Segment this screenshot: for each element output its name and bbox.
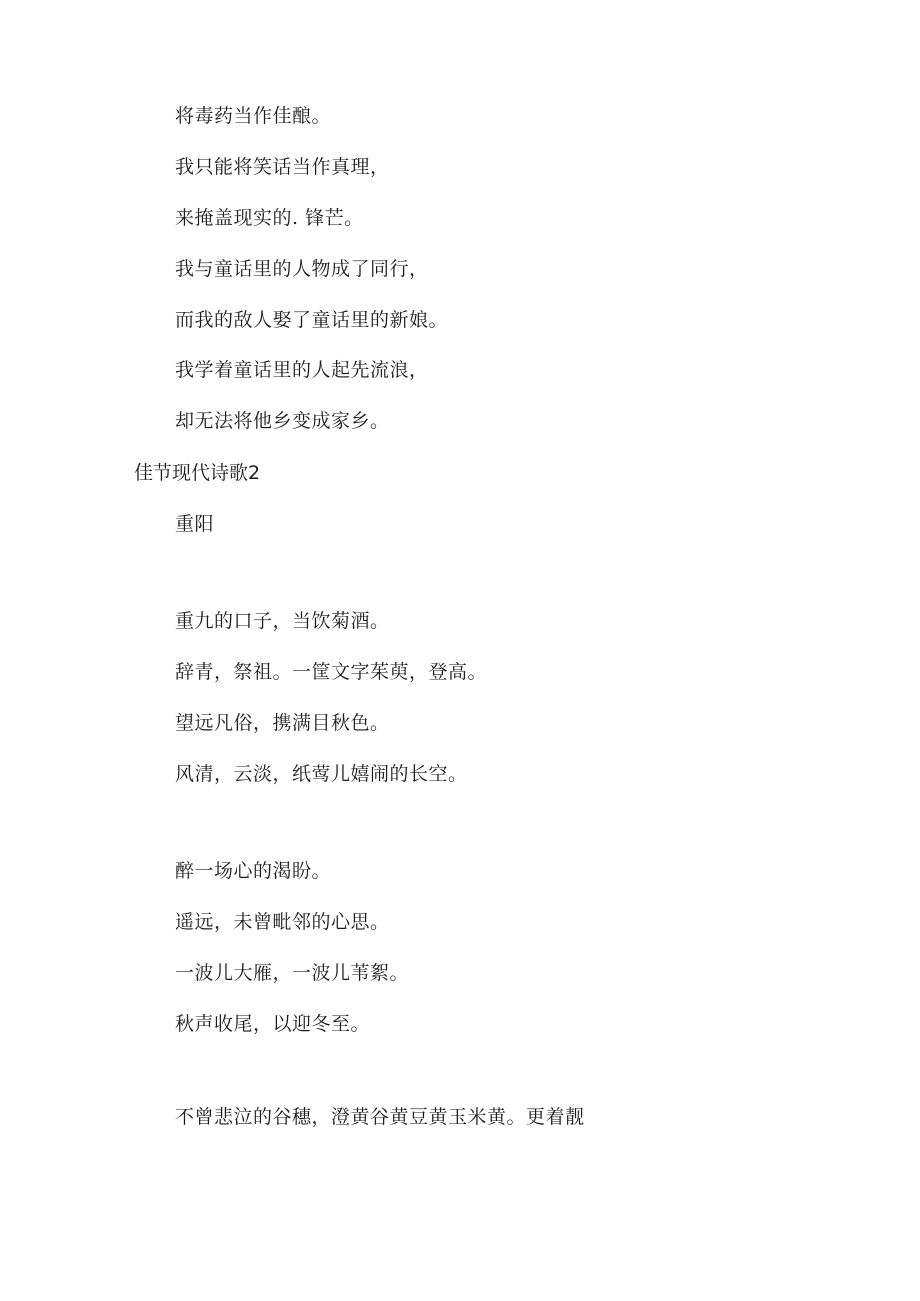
poem-line: 却无法将他乡变成家乡。	[175, 410, 390, 432]
poem-line: 望远凡俗，携满目秋色。	[175, 712, 390, 734]
poem-line: 风清，云淡，纸莺儿嬉闹的长空。	[175, 763, 468, 785]
section-heading: 佳节现代诗歌2	[134, 462, 261, 484]
poem-line: 遥远，未曾毗邻的心思。	[175, 911, 390, 933]
poem-line: 一波儿大雁，一波儿苇絮。	[175, 962, 410, 984]
poem-line: 我与童话里的人物成了同行，	[175, 258, 429, 280]
poem-line: 不曾悲泣的谷穗，澄黄谷黄豆黄玉米黄。更着靓	[175, 1106, 585, 1128]
poem-title: 重阳	[175, 513, 215, 535]
poem-line: 将毒药当作佳酿。	[175, 105, 332, 127]
poem-line: 我学着童话里的人起先流浪，	[175, 359, 429, 381]
poem-line: 秋声收尾，以迎冬至。	[175, 1013, 371, 1035]
poem-line: 我只能将笑话当作真理，	[175, 156, 390, 178]
poem-line: 辞青，祭祖。一筐文字茱萸，登高。	[175, 661, 488, 683]
poem-line: 而我的敌人娶了童话里的新娘。	[175, 309, 449, 331]
poem-line: 来掩盖现实的. 锋芒。	[175, 207, 364, 229]
poem-line: 重九的口子，当饮菊酒。	[175, 610, 390, 632]
poem-line: 醉一场心的渴盼。	[175, 860, 332, 882]
